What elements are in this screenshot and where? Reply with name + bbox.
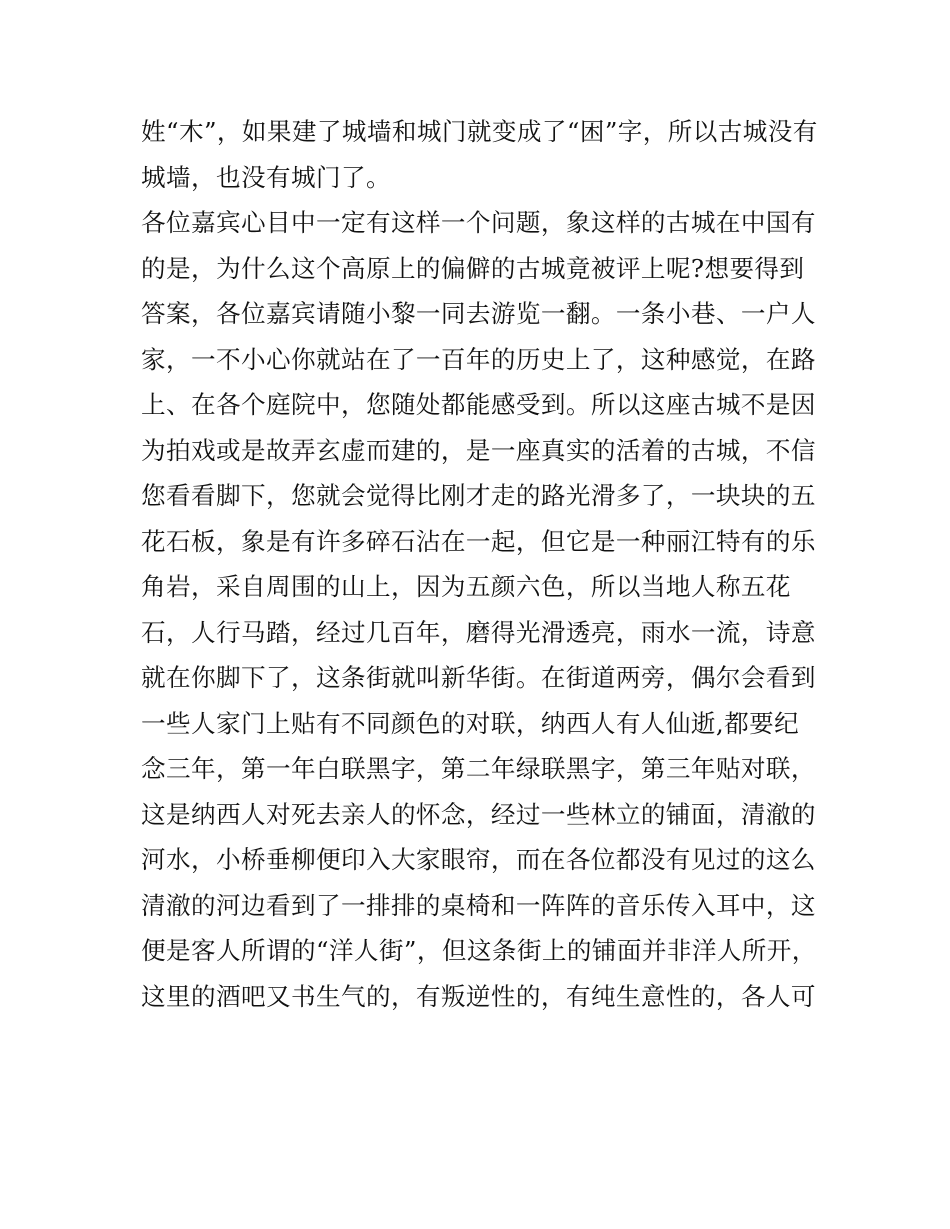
text-line: 城墙，也没有城门了。 [141,162,391,192]
text-line: 一些人家门上贴有不同颜色的对联，纳西人有人仙逝,都要纪 [141,708,800,738]
text-line: 家，一不小心你就站在了一百年的历史上了，这种感觉，在路 [141,344,816,374]
text-line: 角岩，采自周围的山上，因为五颜六色，所以当地人称五花 [141,572,791,601]
body-text [141,109,821,1019]
text-line: 这是纳西人对死去亲人的怀念，经过一些林立的铺面，清澈的 [141,799,816,829]
text-line: 石，人行马踏，经过几百年，磨得光滑透亮，雨水一流，诗意 [141,617,816,647]
text-line: 姓“木”，如果建了城墙和城门就变成了“困”字，所以古城没有 [141,117,818,146]
text-line: 河水，小桥垂柳便印入大家眼帘，而在各位都没有见过的这么 [141,845,816,874]
text-line: 便是客人所谓的“洋人街”，但这条街上的铺面并非洋人所开， [141,936,817,965]
text-line: 为拍戏或是故弄玄虚而建的，是一座真实的活着的古城，不信 [141,435,816,465]
text-line: 念三年，第一年白联黑字，第二年绿联黑字，第三年贴对联， [141,754,816,783]
text-line: 的是，为什么这个高原上的偏僻的古城竟被评上呢?想要得到 [141,253,805,283]
text-line: 花石板，象是有许多碎石沾在一起，但它是一种丽江特有的乐 [141,526,816,556]
text-line: 您看看脚下，您就会觉得比刚才走的路光滑多了，一块块的五 [141,481,816,510]
text-line: 就在你脚下了，这条街就叫新华街。在街道两旁，偶尔会看到 [141,663,816,692]
text-line: 上、在各个庭院中，您随处都能感受到。所以这座古城不是因 [141,390,816,419]
text-line: 清澈的河边看到了一排排的桌椅和一阵阵的音乐传入耳中，这 [141,890,816,920]
text-line: 答案，各位嘉宾请随小黎一同去游览一翻。一条小巷、一户人 [141,299,816,328]
text-line: 这里的酒吧又书生气的，有叛逆性的，有纯生意性的，各人可 [141,981,816,1011]
text-line: 各位嘉宾心目中一定有这样一个问题，象这样的古城在中国有 [141,208,816,237]
